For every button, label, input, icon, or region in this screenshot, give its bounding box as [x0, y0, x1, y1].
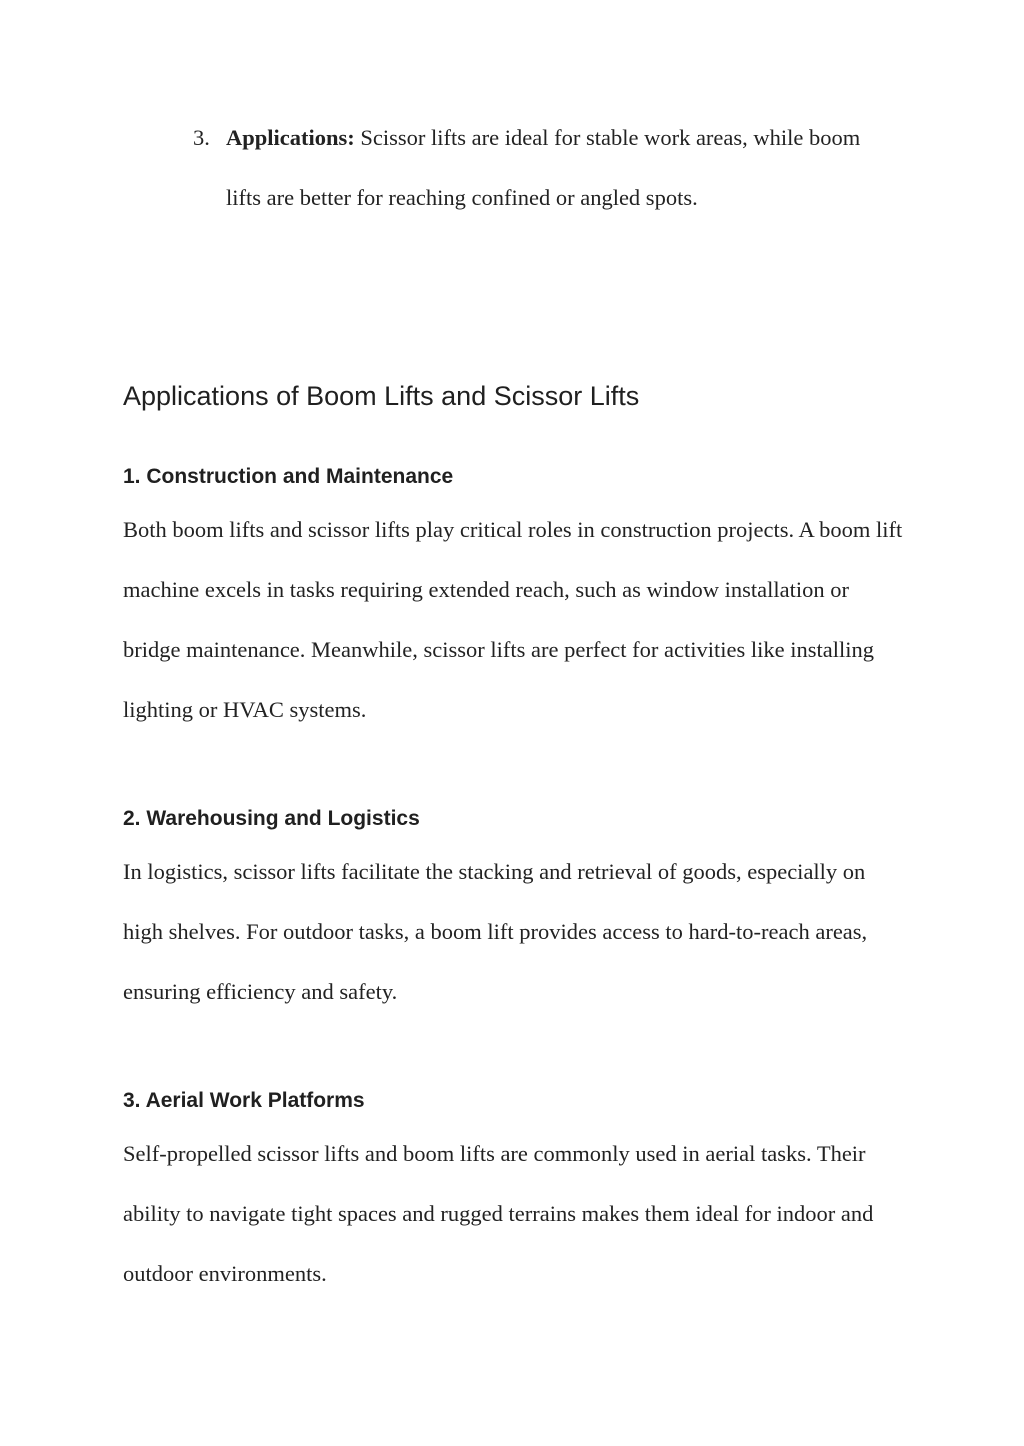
subsection-body-aerial: Self-propelled scissor lifts and boom lifts are commonly used in aerial tasks. Their ability to navigate tight spaces and rugged terrains makes them ideal for indoor and outdoor environments. — [123, 1141, 874, 1286]
subsection-body-construction: Both boom lifts and scissor lifts play critical roles in construction projects. A boom lift machine excels in tasks requiring extended reach, such as window installation or bridge maintenance. Meanwhile, scissor lifts are perfect for activities like installing lighting or HVAC systems. — [123, 517, 903, 722]
subsection-heading-aerial: 3. Aerial Work Platforms — [123, 1089, 365, 1112]
list-number: 3. — [193, 125, 210, 150]
list-item-text: Scissor lifts are ideal for stable work areas, while boom lifts are better for reaching confined or angled spots. — [226, 125, 861, 210]
list-item-label: Applications: — [226, 125, 355, 150]
subsection-heading-warehousing: 2. Warehousing and Logistics — [123, 807, 420, 830]
list-item-body — [226, 108, 876, 228]
section-title: Applications of Boom Lifts and Scissor Lifts — [123, 381, 640, 411]
subsection-body-warehousing: In logistics, scissor lifts facilitate the stacking and retrieval of goods, especially on high shelves. For outdoor tasks, a boom lift provides access to hard-to-reach areas, ensuring efficiency and safety. — [123, 859, 868, 1004]
subsection-heading-construction: 1. Construction and Maintenance — [123, 465, 454, 488]
